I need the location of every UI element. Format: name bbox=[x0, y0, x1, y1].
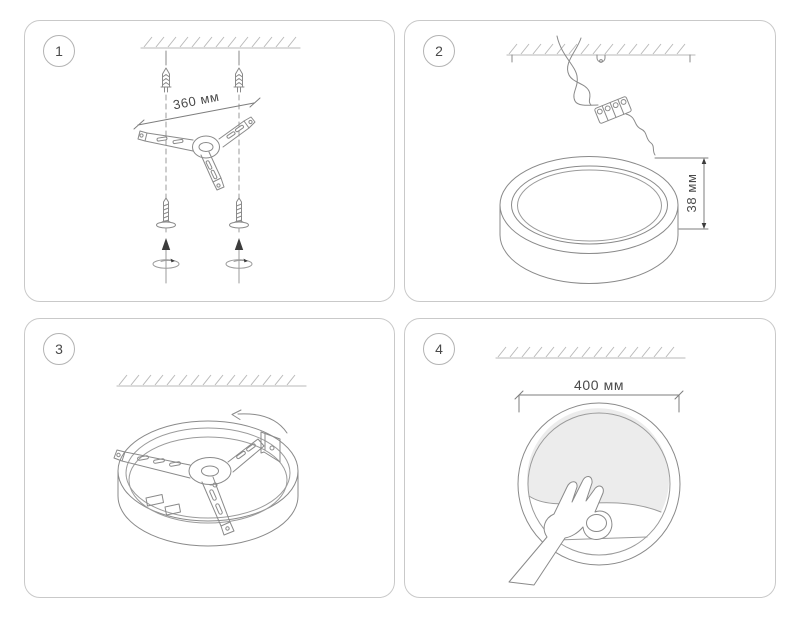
step-3-panel bbox=[24, 318, 395, 598]
screw-right-icon bbox=[230, 198, 249, 232]
ceiling-hatch bbox=[141, 37, 300, 48]
mounting-bracket bbox=[138, 117, 255, 190]
ceiling-hatch bbox=[496, 347, 685, 358]
step-4-panel bbox=[404, 318, 776, 598]
ceiling-hatch bbox=[117, 375, 306, 386]
step-3-drawing bbox=[25, 319, 396, 599]
light-fixture-front-view bbox=[518, 403, 680, 565]
step-2-panel bbox=[404, 20, 776, 302]
step-1-badge bbox=[43, 35, 75, 67]
height-dimension-label: 38 мм bbox=[684, 173, 699, 213]
screw-in-arrow-right bbox=[226, 238, 252, 283]
fixture-body bbox=[118, 421, 298, 546]
step-3-number: 3 bbox=[55, 341, 63, 357]
power-wires bbox=[557, 36, 655, 155]
step-1-panel bbox=[24, 20, 395, 302]
screw-in-arrow-left bbox=[153, 238, 179, 283]
step-2-number: 2 bbox=[435, 43, 443, 59]
ceiling-hatch bbox=[507, 44, 695, 62]
terminal-block bbox=[594, 96, 632, 124]
step-2-badge bbox=[423, 35, 455, 67]
wall-plug-left-icon bbox=[161, 51, 171, 92]
width-dimension bbox=[515, 377, 683, 412]
step-2-drawing bbox=[405, 21, 777, 303]
screw-left-icon bbox=[157, 198, 176, 232]
step-4-drawing bbox=[405, 319, 777, 599]
step-4-number: 4 bbox=[435, 341, 443, 357]
mounting-bracket-inside bbox=[114, 432, 280, 535]
step-1-drawing bbox=[25, 21, 396, 303]
width-dimension-label: 360 мм bbox=[171, 88, 221, 113]
step-4-badge bbox=[423, 333, 455, 365]
step-3-badge bbox=[43, 333, 75, 365]
wall-plug-right-icon bbox=[234, 51, 244, 92]
light-fixture-side-view bbox=[500, 157, 678, 284]
body-wall-tabs bbox=[146, 495, 181, 516]
step-1-number: 1 bbox=[55, 43, 63, 59]
width-dimension-label: 400 мм bbox=[573, 377, 625, 393]
